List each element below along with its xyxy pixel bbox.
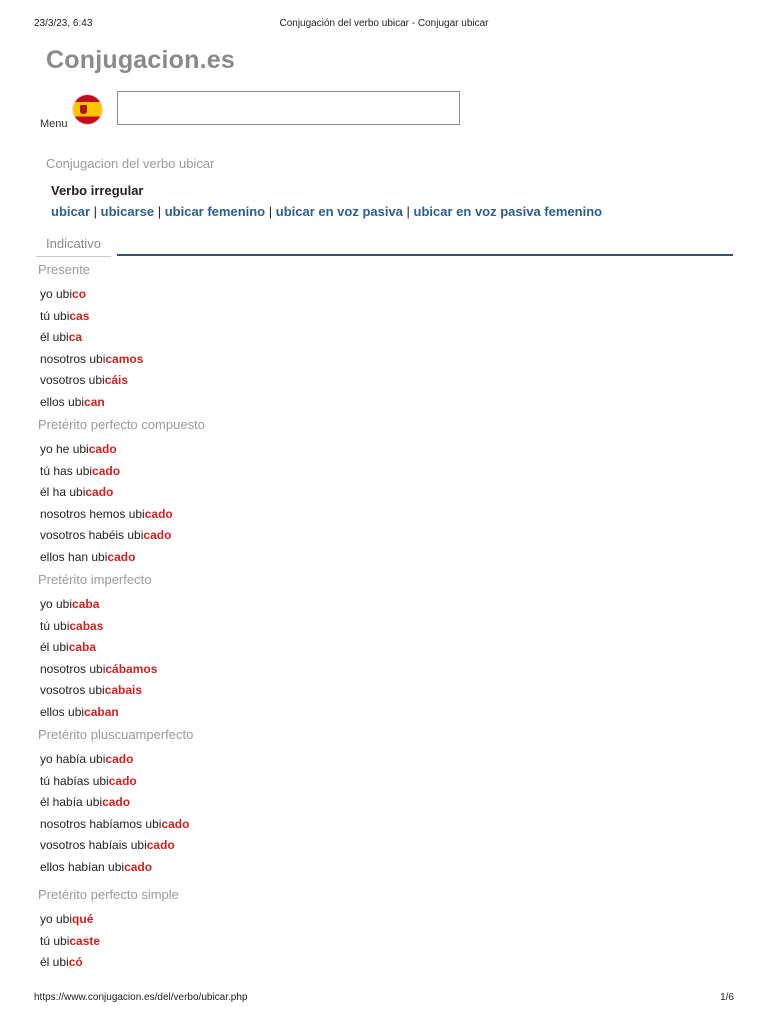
tense-section (38, 572, 718, 724)
conjugation-row (40, 284, 718, 306)
form-stem: nosotros ubi (40, 661, 106, 676)
tense-title: Pretérito pluscuamperfecto (38, 727, 194, 742)
form-stem: tú ubi (40, 933, 70, 948)
form-stem: yo he ubi (40, 442, 89, 456)
variant-link-ubicar[interactable]: ubicar (51, 204, 91, 219)
conjugation-row (40, 616, 718, 638)
form-stem: nosotros ubi (40, 351, 106, 366)
form-stem: tú ubi (40, 618, 70, 633)
variant-link-ubicarse[interactable]: ubicarse (100, 204, 155, 219)
conjugation-row (40, 835, 718, 857)
verb-variants-nav (51, 204, 602, 219)
form-ending: cado (107, 549, 136, 564)
separator: | (90, 204, 101, 219)
conjugation-row (40, 952, 718, 974)
form-ending: cado (102, 795, 131, 810)
conjugation-row (40, 547, 718, 569)
form-ending: cado (144, 506, 173, 521)
form-ending: cado (143, 528, 172, 543)
form-stem: él había ubi (40, 795, 103, 810)
tense-title: Pretérito perfecto compuesto (38, 417, 205, 432)
verb-type-label: Verbo irregular (51, 183, 144, 198)
form-stem: vosotros ubi (40, 373, 105, 388)
menu-button[interactable]: Menu (40, 118, 68, 130)
separator: | (265, 204, 276, 219)
conjugation-row (40, 594, 718, 616)
form-ending: cado (88, 442, 117, 456)
conjugation-row (40, 327, 718, 349)
variant-link-voz-pasiva[interactable]: ubicar en voz pasiva (275, 204, 403, 219)
form-stem: nosotros habíamos ubi (40, 816, 162, 831)
form-ending: cado (105, 752, 134, 766)
conjugation-row (40, 439, 718, 461)
form-ending: cado (92, 463, 121, 478)
form-ending: cado (146, 838, 175, 853)
tense-forms (38, 749, 718, 879)
form-ending: cabas (69, 618, 104, 633)
form-stem: vosotros habíais ubi (40, 838, 147, 853)
conjugation-row (40, 306, 718, 328)
tab-indicativo[interactable]: Indicativo (36, 236, 111, 257)
form-ending: cábamos (105, 661, 158, 676)
form-stem: tú ubi (40, 308, 70, 323)
conjugation-row (40, 814, 718, 836)
tense-section (38, 727, 718, 879)
tense-title: Pretérito perfecto simple (38, 887, 179, 902)
form-stem: él ha ubi (40, 485, 86, 500)
conjugation-row (40, 461, 718, 483)
form-ending: qué (72, 912, 94, 926)
conjugation-row (40, 525, 718, 547)
spain-flag-icon[interactable] (73, 95, 102, 124)
tense-forms (38, 909, 718, 974)
conjugation-row (40, 771, 718, 793)
conjugation-row (40, 909, 718, 931)
form-stem: yo ubi (40, 912, 73, 926)
form-stem: nosotros hemos ubi (40, 506, 145, 521)
form-stem: yo había ubi (40, 752, 106, 766)
conjugation-row (40, 931, 718, 953)
form-stem: ellos han ubi (40, 549, 108, 564)
form-stem: ellos habían ubi (40, 859, 125, 874)
form-ending: cáis (104, 373, 129, 388)
conjugation-row (40, 392, 718, 414)
print-page-title: Conjugación del verbo ubicar - Conjugar ubicar (279, 18, 489, 29)
form-ending: cado (124, 859, 153, 874)
form-ending: cado (161, 816, 190, 831)
form-stem: él ubi (40, 640, 69, 655)
form-ending: cado (108, 773, 137, 788)
print-url: https://www.conjugacion.es/del/verbo/ubicar.php (34, 992, 248, 1003)
form-stem: ellos ubi (40, 394, 85, 409)
form-ending: co (72, 287, 87, 301)
conjugation-row (40, 792, 718, 814)
conjugation-row (40, 370, 718, 392)
form-ending: caste (69, 933, 101, 948)
tense-forms (38, 439, 718, 569)
conjugation-row (40, 349, 718, 371)
form-ending: ca (68, 330, 83, 345)
print-footer (0, 992, 768, 1006)
tense-section (38, 887, 718, 974)
conjugation-row (40, 659, 718, 681)
separator: | (154, 204, 165, 219)
page-title: Conjugacion del verbo ubicar (46, 156, 215, 171)
conjugation-row (40, 749, 718, 771)
form-stem: vosotros ubi (40, 683, 105, 698)
form-stem: yo ubi (40, 287, 73, 301)
flag-crest (80, 105, 87, 114)
tense-forms (38, 284, 718, 414)
conjugation-row (40, 680, 718, 702)
form-ending: cado (85, 485, 114, 500)
site-logo[interactable]: Conjugacion.es (46, 46, 235, 74)
search-input[interactable] (117, 91, 460, 125)
form-stem: vosotros habéis ubi (40, 528, 144, 543)
variant-link-femenino[interactable]: ubicar femenino (164, 204, 266, 219)
form-ending: caban (84, 704, 119, 719)
form-ending: caba (72, 597, 100, 611)
conjugation-row (40, 857, 718, 879)
form-stem: él ubi (40, 955, 69, 970)
conjugation-row (40, 637, 718, 659)
print-timestamp: 23/3/23, 6:43 (34, 18, 93, 29)
form-ending: cas (69, 308, 90, 323)
variant-link-voz-pasiva-femenino[interactable]: ubicar en voz pasiva femenino (413, 204, 603, 219)
form-stem: yo ubi (40, 597, 73, 611)
conjugation-row (40, 702, 718, 724)
tense-title: Pretérito imperfecto (38, 572, 152, 587)
print-header (0, 18, 768, 32)
tense-forms (38, 594, 718, 724)
conjugation-row (40, 482, 718, 504)
print-page-number: 1/6 (720, 992, 734, 1003)
form-ending: có (68, 955, 83, 970)
form-ending: camos (105, 351, 144, 366)
form-stem: tú has ubi (40, 463, 93, 478)
form-stem: tú habías ubi (40, 773, 109, 788)
form-ending: can (84, 394, 105, 409)
form-stem: ellos ubi (40, 704, 85, 719)
tense-section (38, 417, 718, 569)
separator: | (402, 204, 414, 219)
form-ending: caba (68, 640, 97, 655)
tense-title: Presente (38, 262, 91, 277)
tab-divider (117, 254, 733, 256)
form-ending: cabais (104, 683, 143, 698)
form-stem: él ubi (40, 330, 69, 345)
conjugation-row (40, 504, 718, 526)
tense-section (38, 262, 718, 414)
